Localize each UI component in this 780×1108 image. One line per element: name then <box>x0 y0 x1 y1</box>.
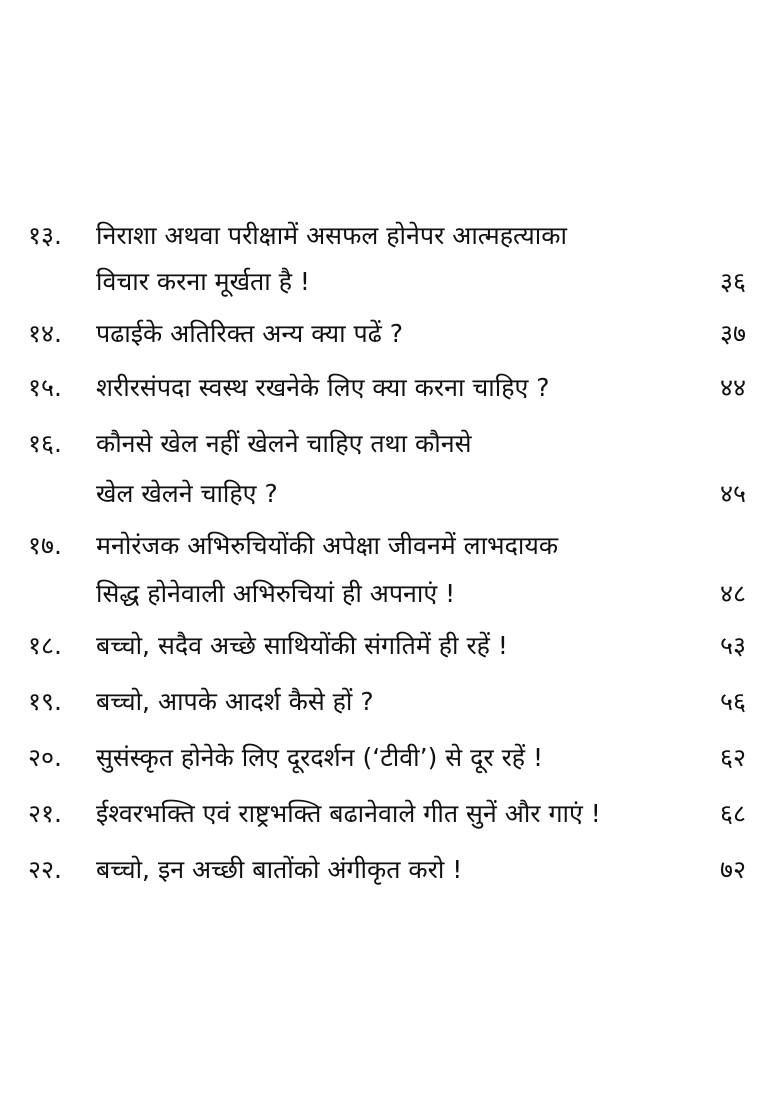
entry-page-number: ४८ <box>719 579 746 608</box>
entry-page-number: ६२ <box>719 743 746 772</box>
entry-page-number: ७२ <box>719 855 746 884</box>
entry-title-line-1: पढाईके अतिरिक्त अन्य क्या पढें ? <box>96 319 404 348</box>
entry-number: २०. <box>28 743 62 772</box>
entry-number: १९. <box>28 687 62 716</box>
entry-page-number: ४४ <box>719 373 746 402</box>
entry-number: १७. <box>28 531 62 560</box>
entry-title-line-1: निराशा अथवा परीक्षामें असफल होनेपर आत्महत्याका <box>96 221 567 250</box>
entry-page-number: ५३ <box>719 631 746 660</box>
entry-title-line-1: मनोरंजक अभिरुचियोंकी अपेक्षा जीवनमें लाभदायक <box>96 531 559 560</box>
entry-title-line-1: ईश्वरभक्ति एवं राष्ट्रभक्ति बढानेवाले गीत सुनें और गाएं ! <box>96 799 601 828</box>
entry-page-number: ४५ <box>719 479 746 508</box>
entry-page-number: ५६ <box>719 687 746 716</box>
entry-number: १५. <box>28 373 62 402</box>
entry-page-number: ३७ <box>719 319 746 348</box>
entry-title-line-1: बच्चो, इन अच्छी बातोंको अंगीकृत करो ! <box>96 855 463 884</box>
entry-number: १३. <box>28 221 62 250</box>
entry-title-line-1: शरीरसंपदा स्वस्थ रखनेके लिए क्या करना चाहिए ? <box>96 373 550 402</box>
entry-title-line-1: बच्चो, आपके आदर्श कैसे हों ? <box>96 687 374 716</box>
entry-title-line-2: खेल खेलने चाहिए ? <box>96 479 278 508</box>
entry-title-line-1: सुसंस्कृत होनेके लिए दूरदर्शन (‘टीवी’) से दूर रहें ! <box>96 743 544 772</box>
entry-title-line-1: कौनसे खेल नहीं खेलने चाहिए तथा कौनसे <box>96 429 472 458</box>
entry-number: २१. <box>28 799 62 828</box>
entry-number: २२. <box>28 855 62 884</box>
entry-page-number: ६८ <box>719 799 746 828</box>
entry-number: १४. <box>28 319 62 348</box>
entry-number: १८. <box>28 631 62 660</box>
entry-number: १६. <box>28 429 62 458</box>
entry-page-number: ३६ <box>719 267 746 296</box>
entry-title-line-2: विचार करना मूर्खता है ! <box>96 267 310 296</box>
entry-title-line-1: बच्चो, सदैव अच्छे साथियोंकी संगतिमें ही रहें ! <box>96 631 508 660</box>
entry-title-line-2: सिद्ध होनेवाली अभिरुचियां ही अपनाएं ! <box>96 579 456 608</box>
